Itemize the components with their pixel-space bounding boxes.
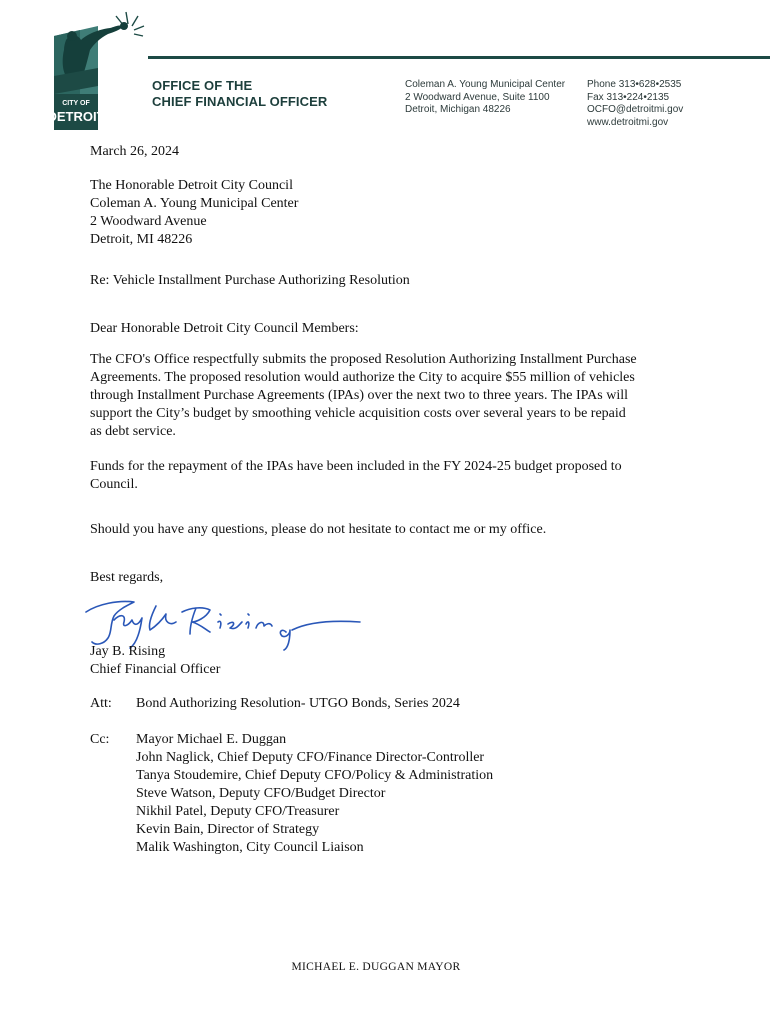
logo-badge-detroit: DETROIT <box>47 109 105 124</box>
paragraph-line: Funds for the repayment of the IPAs have been included in the FY 2024-25 budget proposed to <box>90 459 622 474</box>
paragraph-line: Agreements. The proposed resolution would authorize the City to acquire $55 million of vehicles <box>90 370 635 385</box>
address-line: Detroit, Michigan 48226 <box>405 104 511 115</box>
paragraph-line: The CFO's Office respectfully submits the proposed Resolution Authorizing Installment Purchase <box>90 352 637 367</box>
cc-list-item: John Naglick, Chief Deputy CFO/Finance Director-Controller <box>136 750 485 765</box>
salutation: Dear Honorable Detroit City Council Members: <box>90 321 359 336</box>
letter-date: March 26, 2024 <box>90 144 180 159</box>
office-line: OFFICE OF THE <box>152 78 253 93</box>
logo-badge-city-of: CITY OF <box>62 100 90 107</box>
cc-list-item: Mayor Michael E. Duggan <box>136 732 287 747</box>
cc-list-item: Nikhil Patel, Deputy CFO/Treasurer <box>136 804 340 819</box>
body-paragraph-3: Should you have any questions, please do not hesitate to contact me or my office. <box>90 522 547 537</box>
address-line: 2 Woodward Avenue, Suite 1100 <box>405 91 550 103</box>
office-contact <box>587 79 683 129</box>
paragraph-line: support the City’s budget by smoothing vehicle acquisition costs over several years to be repaid <box>90 406 626 421</box>
paragraph-line: Council. <box>90 477 138 492</box>
letterhead-rule <box>148 56 770 59</box>
paragraph-line: as debt service. <box>90 424 176 439</box>
paragraph-line: through Installment Purchase Agreements (IPAs) over the next two to three years. The IPAs will <box>90 388 628 403</box>
signer-title: Chief Financial Officer <box>90 662 221 677</box>
recipient-line: Detroit, MI 48226 <box>90 232 193 247</box>
website-line: www.detroitmi.gov <box>587 116 669 128</box>
signer-name: Jay B. Rising <box>90 644 166 659</box>
signer-block <box>90 643 220 679</box>
attachment-label: Att: <box>90 696 112 711</box>
email-line: OCFO@detroitmi.gov <box>587 104 684 115</box>
cc-list-item: Tanya Stoudemire, Chief Deputy CFO/Policy & Administration <box>136 768 494 783</box>
cc-list-item: Kevin Bain, Director of Strategy <box>136 822 320 837</box>
attachment-value: Bond Authorizing Resolution- UTGO Bonds, Series 2024 <box>136 696 460 711</box>
office-line: CHIEF FINANCIAL OFFICER <box>152 94 328 109</box>
footer-mayor: MICHAEL E. DUGGAN MAYOR <box>291 961 461 973</box>
office-name <box>152 78 327 110</box>
office-address <box>405 79 565 117</box>
cc-list <box>136 731 493 857</box>
fax-line: Fax 313•224•2135 <box>587 91 670 103</box>
recipient-line: Coleman A. Young Municipal Center <box>90 196 299 211</box>
body-paragraph-1 <box>90 351 682 441</box>
address-line: Coleman A. Young Municipal Center <box>405 79 566 90</box>
closing: Best regards, <box>90 570 164 585</box>
cc-label: Cc: <box>90 732 110 747</box>
recipient-line: 2 Woodward Avenue <box>90 214 207 229</box>
recipient-block <box>90 177 298 249</box>
body-paragraph-2 <box>90 458 682 494</box>
recipient-line: The Honorable Detroit City Council <box>90 178 293 193</box>
city-of-detroit-logo <box>40 6 145 136</box>
cc-list-item: Malik Washington, City Council Liaison <box>136 840 364 855</box>
spirit-of-detroit-statue-icon <box>40 6 145 136</box>
cc-list-item: Steve Watson, Deputy CFO/Budget Director <box>136 786 386 801</box>
phone-line: Phone 313•628•2535 <box>587 79 682 90</box>
subject-line: Re: Vehicle Installment Purchase Authorizing Resolution <box>90 273 410 288</box>
